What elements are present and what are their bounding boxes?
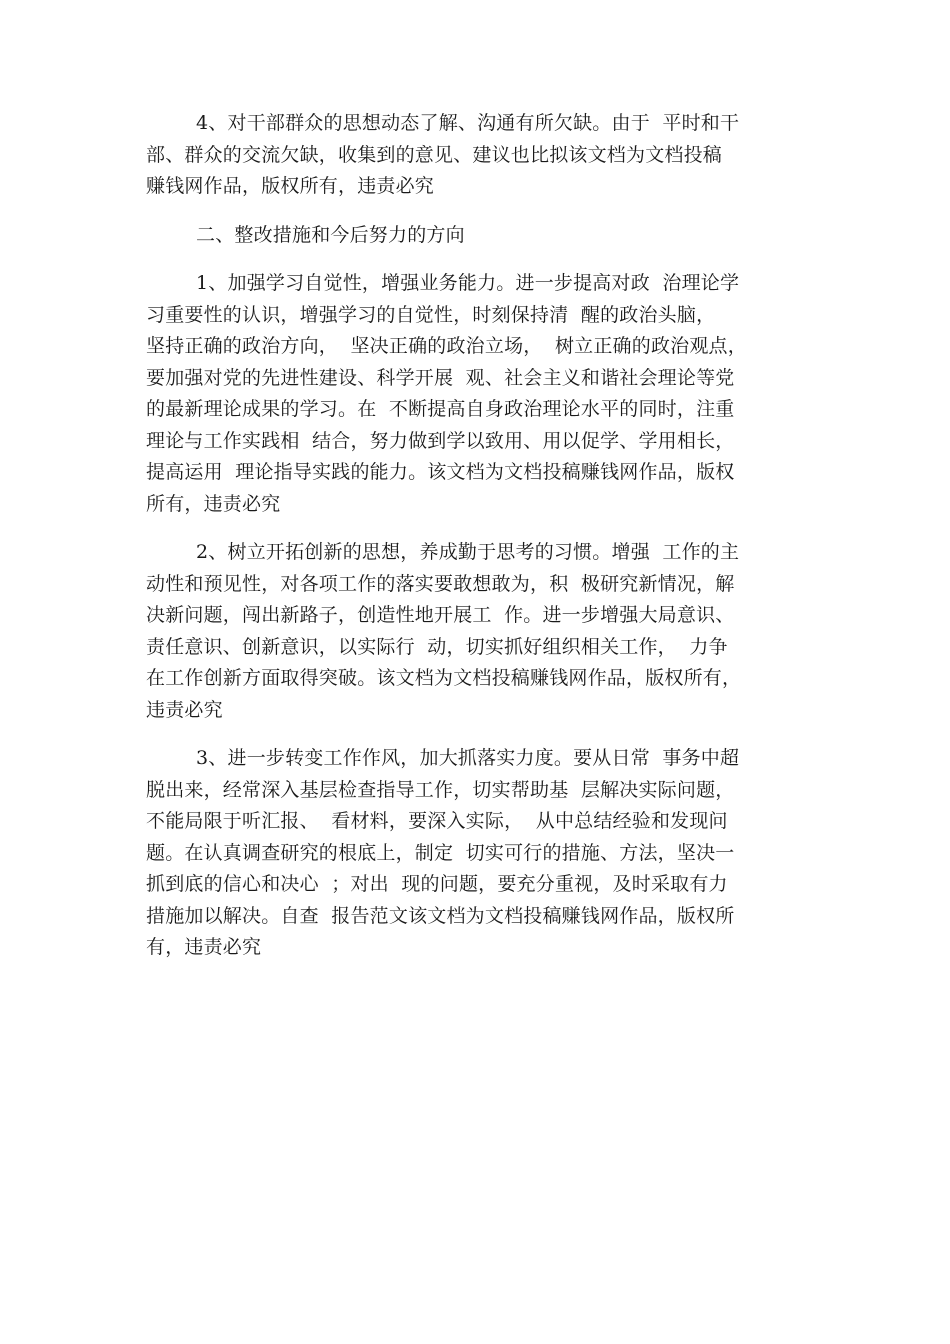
text-line: 措施加以解决。自查 报告范文该文档为文档投稿赚钱网作品，版权所 [146,904,735,927]
text-line: 违责必究 [146,698,223,721]
text-line: 有，违责必究 [146,936,262,958]
heading-line: 二、整改措施和今后努力的方向 [196,223,465,246]
text-line: 的最新理论成果的学习。在 不断提高自身政治理论水平的同时，注重 [146,398,735,420]
text-line: 2、树立开拓创新的思想，养成勤于思考的习惯。增强 工作的主 [196,541,740,563]
text-line: 提高运用 理论指导实践的能力。该文档为文档投稿赚钱网作品，版权 [146,461,735,483]
paragraph-1-strengthen-study [146,268,806,520]
paragraph-3-work-style [146,743,806,964]
text-line: 脱出来，经常深入基层检查指导工作，切实帮助基 层解决实际问题， [146,778,735,801]
text-line: 坚持正确的政治方向， 坚决正确的政治立场， 树立正确的政治观点， [146,335,747,357]
text-line: 部、群众的交流欠缺，收集到的意见、建议也比拟该文档为文档投稿 [146,143,723,166]
text-line: 习重要性的认识，增强学习的自觉性，时刻保持清 醒的政治头脑， [146,303,716,326]
text-line: 1、加强学习自觉性，增强业务能力。进一步提高对政 治理论学 [196,272,740,294]
text-line: 不能局限于听汇报、 看材料，要深入实际， 从中总结经验和发现问 [146,810,728,832]
paragraph-2-innovation [146,537,806,726]
text-line: 在工作创新方面取得突破。该文档为文档投稿赚钱网作品，版权所有， [146,667,742,689]
text-line: 所有，违责必究 [146,492,281,515]
text-line: 抓到底的信心和决心 ；对出 现的问题，要充分重视，及时采取有力 [146,873,728,895]
text-line: 3、进一步转变工作作风，加大抓落实力度。要从日常 事务中超 [196,747,740,769]
text-line: 动性和预见性，对各项工作的落实要敢想敢为，积 极研究新情况，解 [146,572,735,595]
text-line: 责任意识、创新意识，以实际行 动，切实抓好组织相关工作， 力争 [146,635,728,658]
text-line: 题。在认真调查研究的根底上，制定 切实可行的措施、方法，坚决一 [146,841,735,864]
paragraph-4-insufficient-communication [146,108,806,203]
text-line: 4、对干部群众的思想动态了解、沟通有所欠缺。由于 平时和干 [196,112,740,134]
text-line: 理论与工作实践相 结合，努力做到学以致用、用以促学、学用相长， [146,429,735,452]
text-line: 赚钱网作品，版权所有，违责必究 [146,175,435,197]
text-line: 决新问题，闯出新路子，创造性地开展工 作。进一步增强大局意识、 [146,604,735,626]
document-page [146,108,806,981]
section-heading-rectification [146,220,806,252]
text-line: 要加强对党的先进性建设、科学开展 观、社会主义和谐社会理论等党 [146,366,735,389]
